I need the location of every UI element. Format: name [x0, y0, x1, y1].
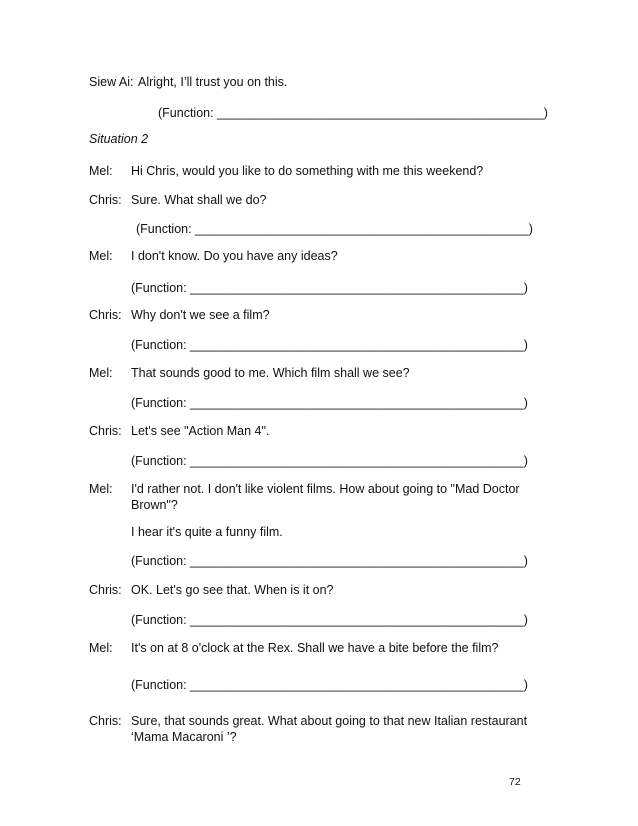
line-chris-5a: Sure, that sounds great. What about going to that new Italian restaurant	[131, 714, 528, 728]
function-blank-6: (Function: ________________________________________________)	[131, 454, 528, 468]
line-chris-2: Why don't we see a film?	[131, 308, 270, 322]
speaker-mel: Mel:	[89, 164, 113, 178]
line-chris-5b: ‘Mama Macaroni ’?	[131, 730, 237, 744]
speaker-siew-ai: Siew Ai:	[89, 75, 134, 89]
function-blank-1: (Function: _______________________________________________)	[158, 106, 548, 120]
speaker-chris: Chris:	[89, 424, 122, 438]
speaker-mel: Mel:	[89, 641, 113, 655]
speaker-chris: Chris:	[89, 714, 122, 728]
line-mel-4b: Brown"?	[131, 498, 178, 512]
line-mel-4a: I'd rather not. I don't like violent films. How about going to "Mad Doctor	[131, 482, 520, 496]
line-mel-1: Hi Chris, would you like to do something with me this weekend?	[131, 164, 484, 178]
line-chris-4: OK. Let's go see that. When is it on?	[131, 583, 334, 597]
line-mel-4c: I hear it's quite a funny film.	[131, 525, 283, 539]
speaker-chris: Chris:	[89, 308, 122, 322]
line-mel-2: I don't know. Do you have any ideas?	[131, 249, 338, 263]
function-blank-4: (Function: ________________________________________________)	[131, 338, 528, 352]
page-number: 72	[509, 776, 521, 788]
line-chris-3: Let's see "Action Man 4".	[131, 424, 270, 438]
line-mel-5: It's on at 8 o'clock at the Rex. Shall we have a bite before the film?	[131, 641, 499, 655]
speaker-mel: Mel:	[89, 249, 113, 263]
function-blank-8: (Function: ________________________________________________)	[131, 613, 528, 627]
line-siew-ai: Alright, I’ll trust you on this.	[138, 75, 288, 89]
function-blank-7: (Function: ________________________________________________)	[131, 554, 528, 568]
speaker-chris: Chris:	[89, 583, 122, 597]
speaker-chris: Chris:	[89, 193, 122, 207]
line-chris-1: Sure. What shall we do?	[131, 193, 267, 207]
speaker-mel: Mel:	[89, 366, 113, 380]
function-blank-3: (Function: ________________________________________________)	[131, 281, 528, 295]
function-blank-5: (Function: ________________________________________________)	[131, 396, 528, 410]
situation-heading: Situation 2	[89, 132, 149, 146]
function-blank-9: (Function: ________________________________________________)	[131, 678, 528, 692]
line-mel-3: That sounds good to me. Which film shall we see?	[131, 366, 410, 380]
speaker-mel: Mel:	[89, 482, 113, 496]
function-blank-2: (Function: ________________________________________________)	[136, 222, 533, 236]
